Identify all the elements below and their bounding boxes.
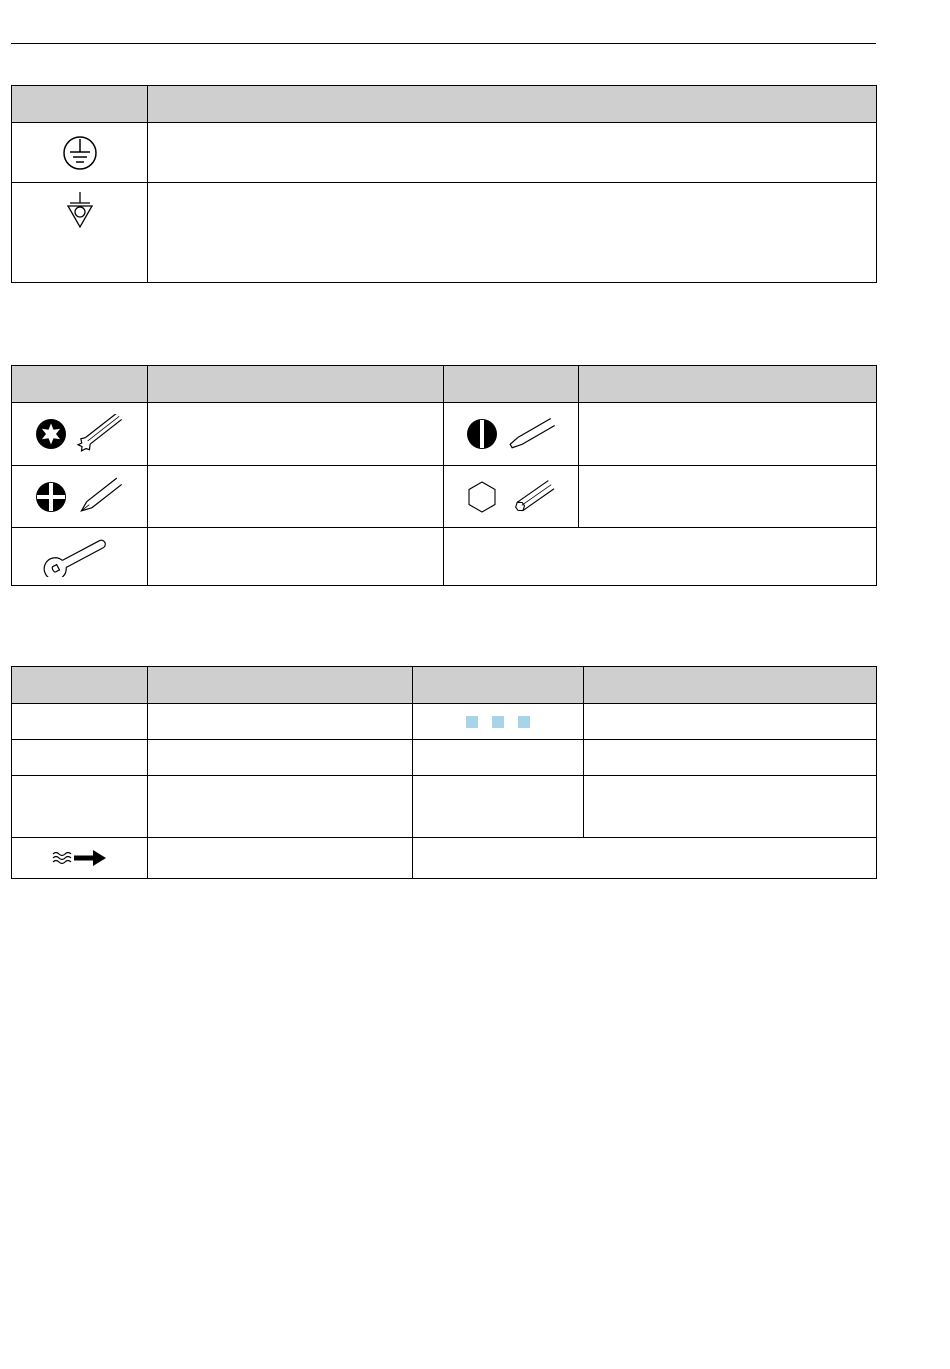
electrical-symbols-table <box>11 85 877 283</box>
flat-blade-screwdriver-icon <box>465 414 557 454</box>
table-row <box>12 123 877 183</box>
flow-direction-icon <box>52 848 108 868</box>
table-header-row <box>12 86 877 123</box>
table-row <box>12 776 877 838</box>
table-row <box>12 403 877 466</box>
open-ended-wrench-icon <box>40 537 120 577</box>
table-row <box>12 704 877 740</box>
equipotential-connection-icon <box>63 191 97 231</box>
table-row <box>12 466 877 528</box>
tool-symbols-table <box>11 365 877 586</box>
series-of-steps-icon <box>464 714 532 730</box>
table-header-row <box>12 667 877 704</box>
torx-screwdriver-icon <box>34 414 126 454</box>
table-row <box>12 183 877 283</box>
graphic-symbols-table <box>11 666 877 879</box>
protective-ground-icon <box>60 133 100 173</box>
phillips-screwdriver-icon <box>34 477 126 517</box>
table-header-row <box>12 366 877 403</box>
header-rule <box>11 43 876 44</box>
table-row <box>12 528 877 586</box>
table-row <box>12 740 877 776</box>
table-row <box>12 838 877 879</box>
allen-key-icon <box>465 477 557 517</box>
